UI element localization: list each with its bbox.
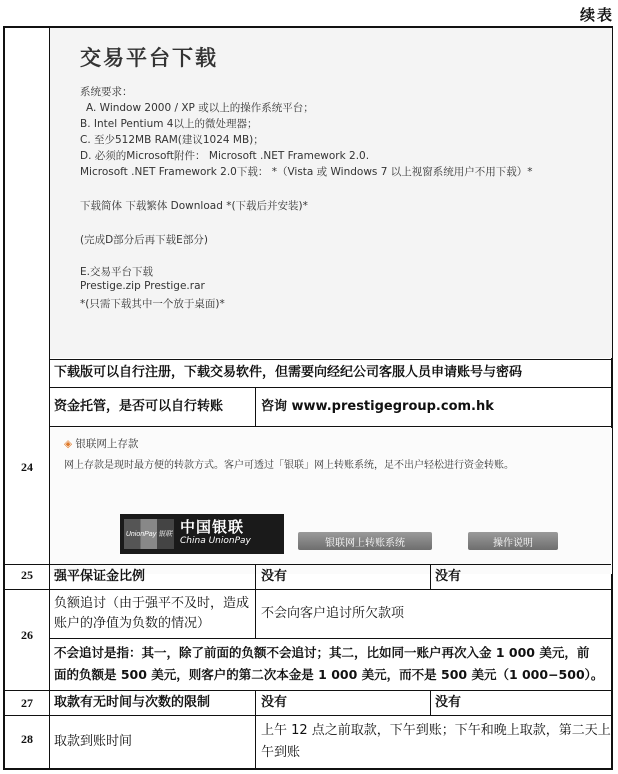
netfx-download-link[interactable]: Microsoft .NET Framework 2.0下载： *（Vista 或 Windows 7 以上视窗系统用户不用下载）* (80, 166, 533, 178)
rule (255, 387, 256, 427)
req-c: C. 至少512MB RAM(建议1024 MB)； (80, 134, 264, 146)
rule (5, 690, 611, 691)
rule (50, 426, 611, 427)
download-note: (完成D部分后再下载E部分) (80, 234, 208, 246)
rule (50, 638, 611, 639)
row26-label-line2: 账户的净值为负数的情况） (54, 616, 211, 631)
download-screenshot (50, 28, 612, 358)
row24-value: 咨询 www.prestigegroup.com.hk (261, 399, 494, 414)
row27-col-b: 没有 (435, 695, 462, 710)
rule (50, 359, 611, 360)
row26-value: 不会向客户追讨所欠款项 (261, 606, 405, 621)
rule (430, 564, 431, 590)
rule (255, 690, 256, 768)
row28-value-line2: 午到账 (261, 745, 301, 760)
unionpay-logo (120, 514, 284, 554)
continued-label: 续表 (579, 6, 614, 24)
bullet-icon: ◈ (64, 438, 73, 450)
row26-label (50, 590, 255, 638)
unionpay-mark-icon: UnionPay 银联 (124, 519, 174, 549)
logo-en: China UnionPay (180, 536, 251, 546)
note-row: 下载版可以自行注册，下载交易软件，但需要向经纪公司客服人员申请账号与密码 (54, 365, 523, 380)
rule (430, 690, 431, 716)
row24-number: 24 (21, 460, 33, 474)
rule (5, 589, 611, 590)
rule (5, 715, 611, 716)
platform-files[interactable]: Prestige.zip Prestige.rar (80, 280, 205, 292)
row25-label: 强平保证金比例 (54, 569, 146, 584)
row28-value-line1: 上午 12 点之前取款，下午到账；下午和晚上取款，第二天上 (261, 723, 611, 738)
req-d: D. 必须的Microsoft附件： Microsoft .NET Framework 2.0. (80, 150, 370, 162)
row26-number: 26 (21, 628, 33, 642)
row25-col-a: 没有 (261, 569, 288, 584)
row26-note (50, 639, 610, 689)
row27-label: 取款有无时间与次数的限制 (54, 695, 211, 710)
bank-title-text: 银联网上存款 (75, 438, 139, 450)
platform-heading: E.交易平台下载 (80, 266, 153, 278)
row24-label: 资金托管，是否可以自行转账 (54, 399, 224, 414)
download-title: 交易平台下载 (80, 46, 218, 70)
row25-col-b: 没有 (435, 569, 462, 584)
download-links[interactable]: 下载简体 下载繁体 Download *(下载后并安装)* (80, 200, 308, 212)
rule (50, 387, 611, 388)
help-button[interactable]: 操作说明 (468, 532, 558, 550)
row28-value (257, 717, 610, 767)
rule (255, 564, 256, 639)
row25-number: 25 (21, 568, 33, 582)
req-b: B. Intel Pentium 4以上的微处理器； (80, 118, 258, 130)
rule (49, 28, 50, 768)
row26-note-line2: 面的负额是 500 美元，则客户的第二次本金是 1 000 美元，而不是 500 美元（1 000−500）。 (54, 667, 604, 682)
row27-col-a: 没有 (261, 695, 288, 710)
unionpay-transfer-button[interactable]: 银联网上转账系统 (298, 532, 432, 550)
platform-note: *(只需下载其中一个放于桌面)* (80, 298, 225, 310)
bank-title (64, 436, 138, 451)
logo-cn: 中国银联 (180, 518, 245, 536)
req-heading: 系统要求： (80, 86, 133, 98)
row28-label: 取款到账时间 (54, 734, 133, 749)
bank-description: 网上存款是现时最方便的转款方式。客户可透过「银联」网上转账系统，足不出户轻松进行资金转账。 (64, 460, 514, 471)
rule (5, 564, 611, 565)
row26-label-line1: 负额追讨（由于强平不及时，造成 (54, 596, 250, 611)
req-a: A. Window 2000 / XP 或以上的操作系统平台； (86, 102, 314, 114)
row27-number: 27 (21, 696, 33, 710)
data-table (3, 26, 613, 770)
row26-note-line1: 不会追讨是指：其一，除了前面的负额不会追讨；其二，比如同一账户再次入金 1 000 美元，前 (54, 645, 590, 660)
bank-panel (50, 428, 612, 574)
row28-number: 28 (21, 732, 33, 746)
